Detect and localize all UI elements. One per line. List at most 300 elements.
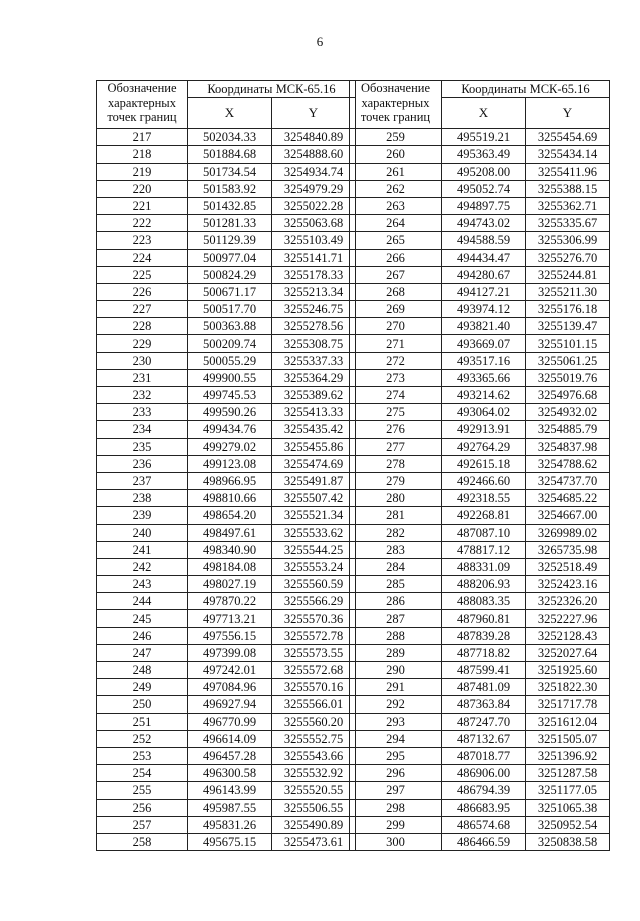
point-number-cell: 286 <box>350 593 442 610</box>
point-number-cell: 278 <box>350 455 442 472</box>
point-number-cell: 296 <box>350 765 442 782</box>
table-row <box>350 593 610 610</box>
x-coordinate-cell: 495675.15 <box>188 833 272 850</box>
x-coordinate-cell: 493517.16 <box>442 352 526 369</box>
x-coordinate-cell: 501129.39 <box>188 232 272 249</box>
point-number-cell: 271 <box>350 335 442 352</box>
y-coordinate-cell: 3255213.34 <box>272 283 356 300</box>
x-coordinate-cell: 494434.47 <box>442 249 526 266</box>
table-row <box>97 593 356 610</box>
x-coordinate-cell: 500824.29 <box>188 266 272 283</box>
point-number-cell: 289 <box>350 644 442 661</box>
y-coordinate-cell: 3255572.68 <box>272 662 356 679</box>
y-coordinate-cell: 3255411.96 <box>526 163 610 180</box>
point-number-cell: 246 <box>97 627 188 644</box>
table-row <box>350 232 610 249</box>
x-coordinate-cell: 501734.54 <box>188 163 272 180</box>
table-row <box>350 301 610 318</box>
point-number-cell: 270 <box>350 318 442 335</box>
table-row <box>97 197 356 214</box>
point-number-cell: 230 <box>97 352 188 369</box>
y-coordinate-cell: 3255566.01 <box>272 696 356 713</box>
x-coordinate-cell: 496457.28 <box>188 747 272 764</box>
x-coordinate-cell: 498497.61 <box>188 524 272 541</box>
table-row <box>350 730 610 747</box>
table-row <box>350 283 610 300</box>
table-row <box>97 301 356 318</box>
table-row <box>350 335 610 352</box>
point-number-cell: 264 <box>350 215 442 232</box>
y-coordinate-cell: 3252326.20 <box>526 593 610 610</box>
x-coordinate-cell: 493974.12 <box>442 301 526 318</box>
y-coordinate-cell: 3254737.70 <box>526 472 610 489</box>
table-row <box>350 524 610 541</box>
point-number-cell: 287 <box>350 610 442 627</box>
table-row <box>350 369 610 386</box>
y-coordinate-cell: 3252227.96 <box>526 610 610 627</box>
y-coordinate-cell: 3255211.30 <box>526 283 610 300</box>
y-coordinate-cell: 3254840.89 <box>272 129 356 146</box>
table-row <box>350 146 610 163</box>
table-row <box>97 369 356 386</box>
y-coordinate-cell: 3255553.24 <box>272 558 356 575</box>
point-number-cell: 294 <box>350 730 442 747</box>
table-row <box>350 404 610 421</box>
y-coordinate-cell: 3254888.60 <box>272 146 356 163</box>
y-coordinate-cell: 3255139.47 <box>526 318 610 335</box>
point-number-cell: 267 <box>350 266 442 283</box>
x-coordinate-cell: 496770.99 <box>188 713 272 730</box>
point-number-cell: 260 <box>350 146 442 163</box>
y-coordinate-cell: 3255435.42 <box>272 421 356 438</box>
point-number-cell: 266 <box>350 249 442 266</box>
table-row <box>97 421 356 438</box>
x-coordinate-cell: 497242.01 <box>188 662 272 679</box>
point-number-cell: 273 <box>350 369 442 386</box>
x-coordinate-cell: 487363.84 <box>442 696 526 713</box>
y-coordinate-cell: 3255388.15 <box>526 180 610 197</box>
point-number-cell: 223 <box>97 232 188 249</box>
table-row <box>97 782 356 799</box>
x-coordinate-cell: 500671.17 <box>188 283 272 300</box>
point-number-cell: 300 <box>350 833 442 850</box>
x-coordinate-cell: 497084.96 <box>188 679 272 696</box>
y-coordinate-cell: 3265735.98 <box>526 541 610 558</box>
y-coordinate-cell: 3254885.79 <box>526 421 610 438</box>
x-coordinate-cell: 498810.66 <box>188 490 272 507</box>
y-coordinate-cell: 3254788.62 <box>526 455 610 472</box>
x-coordinate-cell: 501583.92 <box>188 180 272 197</box>
table-row <box>350 662 610 679</box>
table-row <box>97 610 356 627</box>
table-row <box>350 387 610 404</box>
x-coordinate-cell: 486466.59 <box>442 833 526 850</box>
table-row <box>97 352 356 369</box>
x-coordinate-cell: 495831.26 <box>188 816 272 833</box>
point-number-cell: 244 <box>97 593 188 610</box>
table-row <box>97 662 356 679</box>
point-number-cell: 297 <box>350 782 442 799</box>
point-number-cell: 234 <box>97 421 188 438</box>
y-coordinate-cell: 3254979.29 <box>272 180 356 197</box>
y-coordinate-cell: 3251612.04 <box>526 713 610 730</box>
x-coordinate-cell: 495519.21 <box>442 129 526 146</box>
table-row <box>350 799 610 816</box>
y-coordinate-cell: 3254837.98 <box>526 438 610 455</box>
point-number-cell: 232 <box>97 387 188 404</box>
table-row <box>97 163 356 180</box>
point-number-cell: 281 <box>350 507 442 524</box>
x-coordinate-cell: 499279.02 <box>188 438 272 455</box>
y-coordinate-cell: 3255473.61 <box>272 833 356 850</box>
x-coordinate-cell: 493214.62 <box>442 387 526 404</box>
x-coordinate-cell: 498027.19 <box>188 576 272 593</box>
x-coordinate-cell: 492615.18 <box>442 455 526 472</box>
table-row <box>97 833 356 850</box>
point-number-cell: 279 <box>350 472 442 489</box>
point-number-cell: 238 <box>97 490 188 507</box>
table-row <box>350 421 610 438</box>
table-row <box>97 455 356 472</box>
y-coordinate-cell: 3251177.05 <box>526 782 610 799</box>
table-row <box>97 713 356 730</box>
point-number-cell: 222 <box>97 215 188 232</box>
table-row <box>97 180 356 197</box>
table-row <box>350 816 610 833</box>
point-number-cell: 292 <box>350 696 442 713</box>
x-coordinate-cell: 500209.74 <box>188 335 272 352</box>
x-coordinate-cell: 494897.75 <box>442 197 526 214</box>
table-row <box>97 524 356 541</box>
table-row <box>97 627 356 644</box>
x-header: X <box>188 98 272 129</box>
point-number-cell: 224 <box>97 249 188 266</box>
x-coordinate-cell: 487247.70 <box>442 713 526 730</box>
y-coordinate-cell: 3255543.66 <box>272 747 356 764</box>
x-coordinate-cell: 494588.59 <box>442 232 526 249</box>
table-row <box>97 576 356 593</box>
y-coordinate-cell: 3255507.42 <box>272 490 356 507</box>
y-coordinate-cell: 3255560.20 <box>272 713 356 730</box>
point-number-cell: 290 <box>350 662 442 679</box>
y-coordinate-cell: 3254976.68 <box>526 387 610 404</box>
point-number-cell: 275 <box>350 404 442 421</box>
table-row <box>97 249 356 266</box>
y-coordinate-cell: 3255308.75 <box>272 335 356 352</box>
y-coordinate-cell: 3255364.29 <box>272 369 356 386</box>
x-coordinate-cell: 487018.77 <box>442 747 526 764</box>
table-row <box>97 507 356 524</box>
y-coordinate-cell: 3255533.62 <box>272 524 356 541</box>
y-coordinate-cell: 3255434.14 <box>526 146 610 163</box>
x-coordinate-cell: 486683.95 <box>442 799 526 816</box>
x-coordinate-cell: 486906.00 <box>442 765 526 782</box>
table-row <box>350 679 610 696</box>
y-coordinate-cell: 3255573.55 <box>272 644 356 661</box>
table-row <box>350 610 610 627</box>
x-coordinate-cell: 487718.82 <box>442 644 526 661</box>
designation-header <box>350 81 442 129</box>
y-coordinate-cell: 3250838.58 <box>526 833 610 850</box>
y-header: Y <box>526 98 610 129</box>
table-row <box>97 644 356 661</box>
point-number-cell: 226 <box>97 283 188 300</box>
table-row <box>350 197 610 214</box>
y-coordinate-cell: 3255276.70 <box>526 249 610 266</box>
y-coordinate-cell: 3255532.92 <box>272 765 356 782</box>
y-coordinate-cell: 3255389.62 <box>272 387 356 404</box>
point-number-cell: 227 <box>97 301 188 318</box>
point-number-cell: 247 <box>97 644 188 661</box>
table-row <box>97 490 356 507</box>
point-number-cell: 242 <box>97 558 188 575</box>
x-coordinate-cell: 478817.12 <box>442 541 526 558</box>
y-coordinate-cell: 3254934.74 <box>272 163 356 180</box>
table-row <box>97 318 356 335</box>
y-coordinate-cell: 3255306.99 <box>526 232 610 249</box>
x-coordinate-cell: 493821.40 <box>442 318 526 335</box>
y-coordinate-cell: 3251505.07 <box>526 730 610 747</box>
point-number-cell: 250 <box>97 696 188 713</box>
y-coordinate-cell: 3255178.33 <box>272 266 356 283</box>
point-number-cell: 249 <box>97 679 188 696</box>
y-coordinate-cell: 3254932.02 <box>526 404 610 421</box>
x-coordinate-cell: 496300.58 <box>188 765 272 782</box>
table-row <box>97 146 356 163</box>
point-number-cell: 284 <box>350 558 442 575</box>
y-coordinate-cell: 3255246.75 <box>272 301 356 318</box>
y-coordinate-cell: 3255063.68 <box>272 215 356 232</box>
designation-header-line: точек границ <box>360 110 431 124</box>
point-number-cell: 220 <box>97 180 188 197</box>
table-row <box>350 833 610 850</box>
x-coordinate-cell: 498654.20 <box>188 507 272 524</box>
y-coordinate-cell: 3255560.59 <box>272 576 356 593</box>
x-coordinate-cell: 498966.95 <box>188 472 272 489</box>
point-number-cell: 252 <box>97 730 188 747</box>
table-row <box>97 438 356 455</box>
table-row <box>350 163 610 180</box>
point-number-cell: 299 <box>350 816 442 833</box>
table-row <box>97 232 356 249</box>
point-number-cell: 248 <box>97 662 188 679</box>
point-number-cell: 285 <box>350 576 442 593</box>
point-number-cell: 258 <box>97 833 188 850</box>
designation-header-line: характерных <box>361 95 430 110</box>
x-coordinate-cell: 493365.66 <box>442 369 526 386</box>
x-coordinate-cell: 493064.02 <box>442 404 526 421</box>
table-row <box>97 404 356 421</box>
table-row <box>97 730 356 747</box>
point-number-cell: 219 <box>97 163 188 180</box>
x-coordinate-cell: 496614.09 <box>188 730 272 747</box>
y-coordinate-cell: 3255019.76 <box>526 369 610 386</box>
point-number-cell: 236 <box>97 455 188 472</box>
point-number-cell: 295 <box>350 747 442 764</box>
table-row <box>350 576 610 593</box>
table-row <box>350 558 610 575</box>
point-number-cell: 277 <box>350 438 442 455</box>
x-coordinate-cell: 486574.68 <box>442 816 526 833</box>
y-coordinate-cell: 3254667.00 <box>526 507 610 524</box>
x-coordinate-cell: 500977.04 <box>188 249 272 266</box>
y-coordinate-cell: 3251822.30 <box>526 679 610 696</box>
point-number-cell: 233 <box>97 404 188 421</box>
y-coordinate-cell: 3252423.16 <box>526 576 610 593</box>
x-coordinate-cell: 488083.35 <box>442 593 526 610</box>
x-coordinate-cell: 497399.08 <box>188 644 272 661</box>
x-coordinate-cell: 492466.60 <box>442 472 526 489</box>
y-coordinate-cell: 3255337.33 <box>272 352 356 369</box>
point-number-cell: 257 <box>97 816 188 833</box>
x-coordinate-cell: 494743.02 <box>442 215 526 232</box>
table-row <box>97 335 356 352</box>
y-coordinate-cell: 3255278.56 <box>272 318 356 335</box>
table-row <box>97 472 356 489</box>
y-coordinate-cell: 3252128.43 <box>526 627 610 644</box>
y-coordinate-cell: 3255413.33 <box>272 404 356 421</box>
x-coordinate-cell: 499123.08 <box>188 455 272 472</box>
designation-header-line: Обозначение <box>107 81 177 95</box>
designation-header-line: характерных <box>108 95 176 110</box>
x-coordinate-cell: 487599.41 <box>442 662 526 679</box>
point-number-cell: 239 <box>97 507 188 524</box>
y-coordinate-cell: 3255566.29 <box>272 593 356 610</box>
x-header: X <box>442 98 526 129</box>
y-coordinate-cell: 3252027.64 <box>526 644 610 661</box>
designation-header-line: Обозначение <box>360 81 431 95</box>
point-number-cell: 274 <box>350 387 442 404</box>
x-coordinate-cell: 496143.99 <box>188 782 272 799</box>
y-coordinate-cell: 3255521.34 <box>272 507 356 524</box>
x-coordinate-cell: 499745.53 <box>188 387 272 404</box>
coordinates-table-right <box>349 80 610 851</box>
table-row <box>350 696 610 713</box>
point-number-cell: 241 <box>97 541 188 558</box>
x-coordinate-cell: 487087.10 <box>442 524 526 541</box>
coordinates-table-left <box>96 80 356 851</box>
y-coordinate-cell: 3255544.25 <box>272 541 356 558</box>
y-coordinate-cell: 3251065.38 <box>526 799 610 816</box>
x-coordinate-cell: 487839.28 <box>442 627 526 644</box>
point-number-cell: 228 <box>97 318 188 335</box>
x-coordinate-cell: 492318.55 <box>442 490 526 507</box>
table-row <box>350 318 610 335</box>
point-number-cell: 231 <box>97 369 188 386</box>
y-coordinate-cell: 3255474.69 <box>272 455 356 472</box>
table-row <box>350 249 610 266</box>
point-number-cell: 276 <box>350 421 442 438</box>
y-coordinate-cell: 3251396.92 <box>526 747 610 764</box>
y-coordinate-cell: 3255572.78 <box>272 627 356 644</box>
table-row <box>350 713 610 730</box>
x-coordinate-cell: 492913.91 <box>442 421 526 438</box>
table-row <box>350 541 610 558</box>
x-coordinate-cell: 495208.00 <box>442 163 526 180</box>
point-number-cell: 280 <box>350 490 442 507</box>
x-coordinate-cell: 497713.21 <box>188 610 272 627</box>
y-coordinate-cell: 3250952.54 <box>526 816 610 833</box>
point-number-cell: 256 <box>97 799 188 816</box>
point-number-cell: 282 <box>350 524 442 541</box>
table-row <box>97 215 356 232</box>
table-row <box>350 129 610 146</box>
y-coordinate-cell: 3255506.55 <box>272 799 356 816</box>
point-number-cell: 225 <box>97 266 188 283</box>
table-row <box>350 455 610 472</box>
point-number-cell: 221 <box>97 197 188 214</box>
x-coordinate-cell: 496927.94 <box>188 696 272 713</box>
point-number-cell: 235 <box>97 438 188 455</box>
coordinates-header: Координаты МСК-65.16 <box>188 81 356 98</box>
x-coordinate-cell: 498184.08 <box>188 558 272 575</box>
point-number-cell: 288 <box>350 627 442 644</box>
y-coordinate-cell: 3255570.36 <box>272 610 356 627</box>
x-coordinate-cell: 486794.39 <box>442 782 526 799</box>
point-number-cell: 259 <box>350 129 442 146</box>
point-number-cell: 217 <box>97 129 188 146</box>
y-coordinate-cell: 3255520.55 <box>272 782 356 799</box>
point-number-cell: 253 <box>97 747 188 764</box>
x-coordinate-cell: 492764.29 <box>442 438 526 455</box>
table-row <box>350 472 610 489</box>
y-coordinate-cell: 3255490.89 <box>272 816 356 833</box>
x-coordinate-cell: 494280.67 <box>442 266 526 283</box>
table-row <box>97 799 356 816</box>
x-coordinate-cell: 501884.68 <box>188 146 272 163</box>
y-coordinate-cell: 3252518.49 <box>526 558 610 575</box>
table-row <box>97 765 356 782</box>
x-coordinate-cell: 501432.85 <box>188 197 272 214</box>
x-coordinate-cell: 501281.33 <box>188 215 272 232</box>
y-coordinate-cell: 3255244.81 <box>526 266 610 283</box>
x-coordinate-cell: 492268.81 <box>442 507 526 524</box>
point-number-cell: 245 <box>97 610 188 627</box>
y-coordinate-cell: 3255141.71 <box>272 249 356 266</box>
point-number-cell: 283 <box>350 541 442 558</box>
y-coordinate-cell: 3255454.69 <box>526 129 610 146</box>
table-row <box>97 387 356 404</box>
y-coordinate-cell: 3255552.75 <box>272 730 356 747</box>
table-row <box>97 558 356 575</box>
y-coordinate-cell: 3255491.87 <box>272 472 356 489</box>
table-row <box>350 782 610 799</box>
y-coordinate-cell: 3251925.60 <box>526 662 610 679</box>
x-coordinate-cell: 495052.74 <box>442 180 526 197</box>
x-coordinate-cell: 487132.67 <box>442 730 526 747</box>
point-number-cell: 293 <box>350 713 442 730</box>
table-row <box>97 541 356 558</box>
designation-header <box>97 81 188 129</box>
x-coordinate-cell: 493669.07 <box>442 335 526 352</box>
point-number-cell: 272 <box>350 352 442 369</box>
y-coordinate-cell: 3255570.16 <box>272 679 356 696</box>
table-row <box>350 490 610 507</box>
point-number-cell: 298 <box>350 799 442 816</box>
x-coordinate-cell: 499900.55 <box>188 369 272 386</box>
x-coordinate-cell: 500517.70 <box>188 301 272 318</box>
point-number-cell: 243 <box>97 576 188 593</box>
x-coordinate-cell: 499434.76 <box>188 421 272 438</box>
table-row <box>97 129 356 146</box>
y-coordinate-cell: 3269989.02 <box>526 524 610 541</box>
x-coordinate-cell: 487960.81 <box>442 610 526 627</box>
point-number-cell: 254 <box>97 765 188 782</box>
y-header: Y <box>272 98 356 129</box>
x-coordinate-cell: 497870.22 <box>188 593 272 610</box>
table-row <box>350 765 610 782</box>
point-number-cell: 291 <box>350 679 442 696</box>
